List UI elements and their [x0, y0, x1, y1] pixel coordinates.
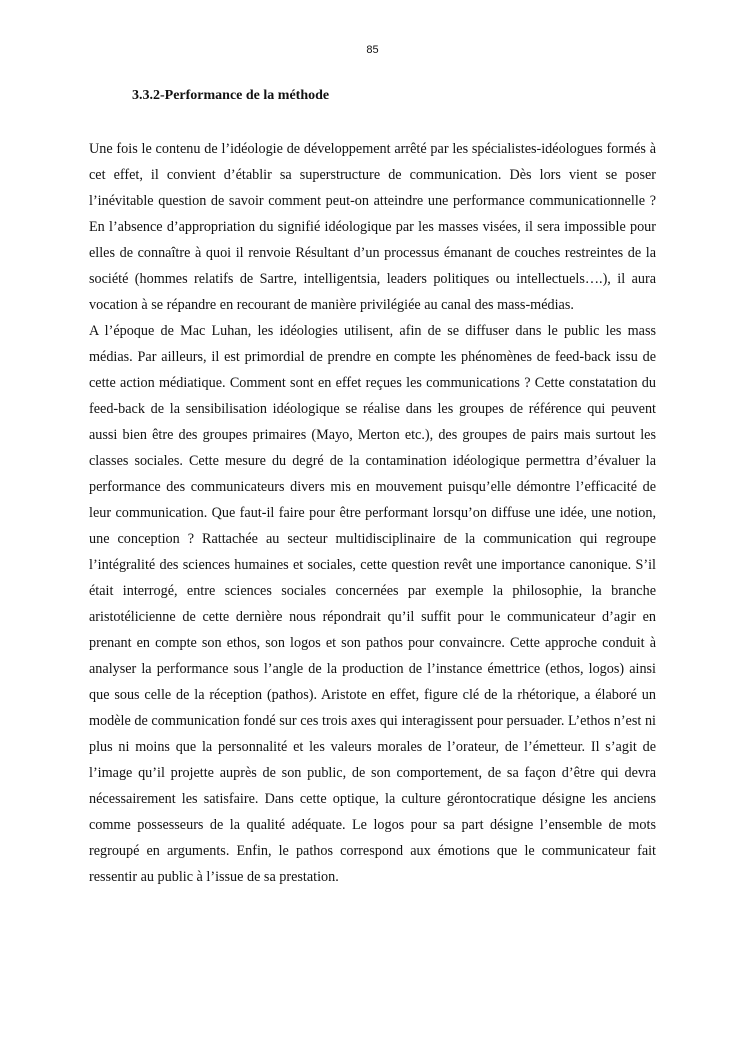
section-heading: 3.3.2-Performance de la méthode: [132, 88, 330, 103]
paragraph-2: A l’époque de Mac Luhan, les idéologies utilisent, afin de se diffuser dans le public les mass médias. Par ailleurs, il est primordial de prendre en compte les phénomènes de feed-back issu de cette action médiatique. Comment sont en effet reçues les communications ? Cette constatation du feed-back de la sensibilisation idéologique se réalise dans les groupes de référence qui peuvent aussi bien être des groupes primaires (Mayo, Merton etc.), des groupes de pairs mais surtout les classes sociales. Cette mesure du degré de la contamination idéologique permettra d’évaluer la performance des communicateurs divers mis en mouvement puisqu’elle démontre l’efficacité de leur communication. Que faut-il faire pour être performant lorsqu’on diffuse une idée, une notion, une conception ? Rattachée au secteur multidisciplinaire de la communication qui regroupe l’intégralité des sciences humaines et sociales, cette question revêt une importance canonique. S’il était interrogé, entre sciences sociales concernées par exemple la philosophie, la branche aristotélicienne de cette dernière nous répondrait qu’il suffit pour le communicateur d’agir en prenant en compte son ethos, son logos et son pathos pour convaincre. Cette approche conduit à analyser la performance sous l’angle de la production de l’instance émettrice (ethos, logos) ainsi que sous celle de la réception (pathos). Aristote en effet, figure clé de la rhétorique, a élaboré un modèle de communication fondé sur ces trois axes qui interagissent pour persuader. L’ethos n’est ni plus ni moins que la personnalité et les valeurs morales de l’orateur, de l’émetteur. Il s’agit de l’image qu’il projette auprès de son public, de son comportement, de sa façon d’être qui devra nécessairement les satisfaire. Dans cette optique, la culture gérontocratique désigne les anciens comme possesseurs de la qualité adéquate. Le logos pour sa part désigne l’ensemble de mots regroupé en arguments. Enfin, le pathos correspond aux émotions que le communicateur fait ressentir au public à l’issue de sa prestation.: [89, 323, 656, 885]
body-text: [89, 136, 656, 890]
page-number: 85: [366, 44, 379, 56]
paragraph-1: Une fois le contenu de l’idéologie de développement arrêté par les spécialistes-idéologues formés à cet effet, il convient d’établir sa superstructure de communication. Dès lors vient se poser l’inévitable question de savoir comment peut-on atteindre une performance communicationnelle ? En l’absence d’appropriation du signifié idéologique par les masses visées, il sera impossible pour elles de connaître à quoi il renvoie Résultant d’un processus émanant de couches restreintes de la société (hommes relatifs de Sartre, intelligentsia, leaders politiques ou intellectuels….), il aura vocation à se répandre en recourant de manière privilégiée au canal des mass-médias.: [89, 141, 656, 313]
